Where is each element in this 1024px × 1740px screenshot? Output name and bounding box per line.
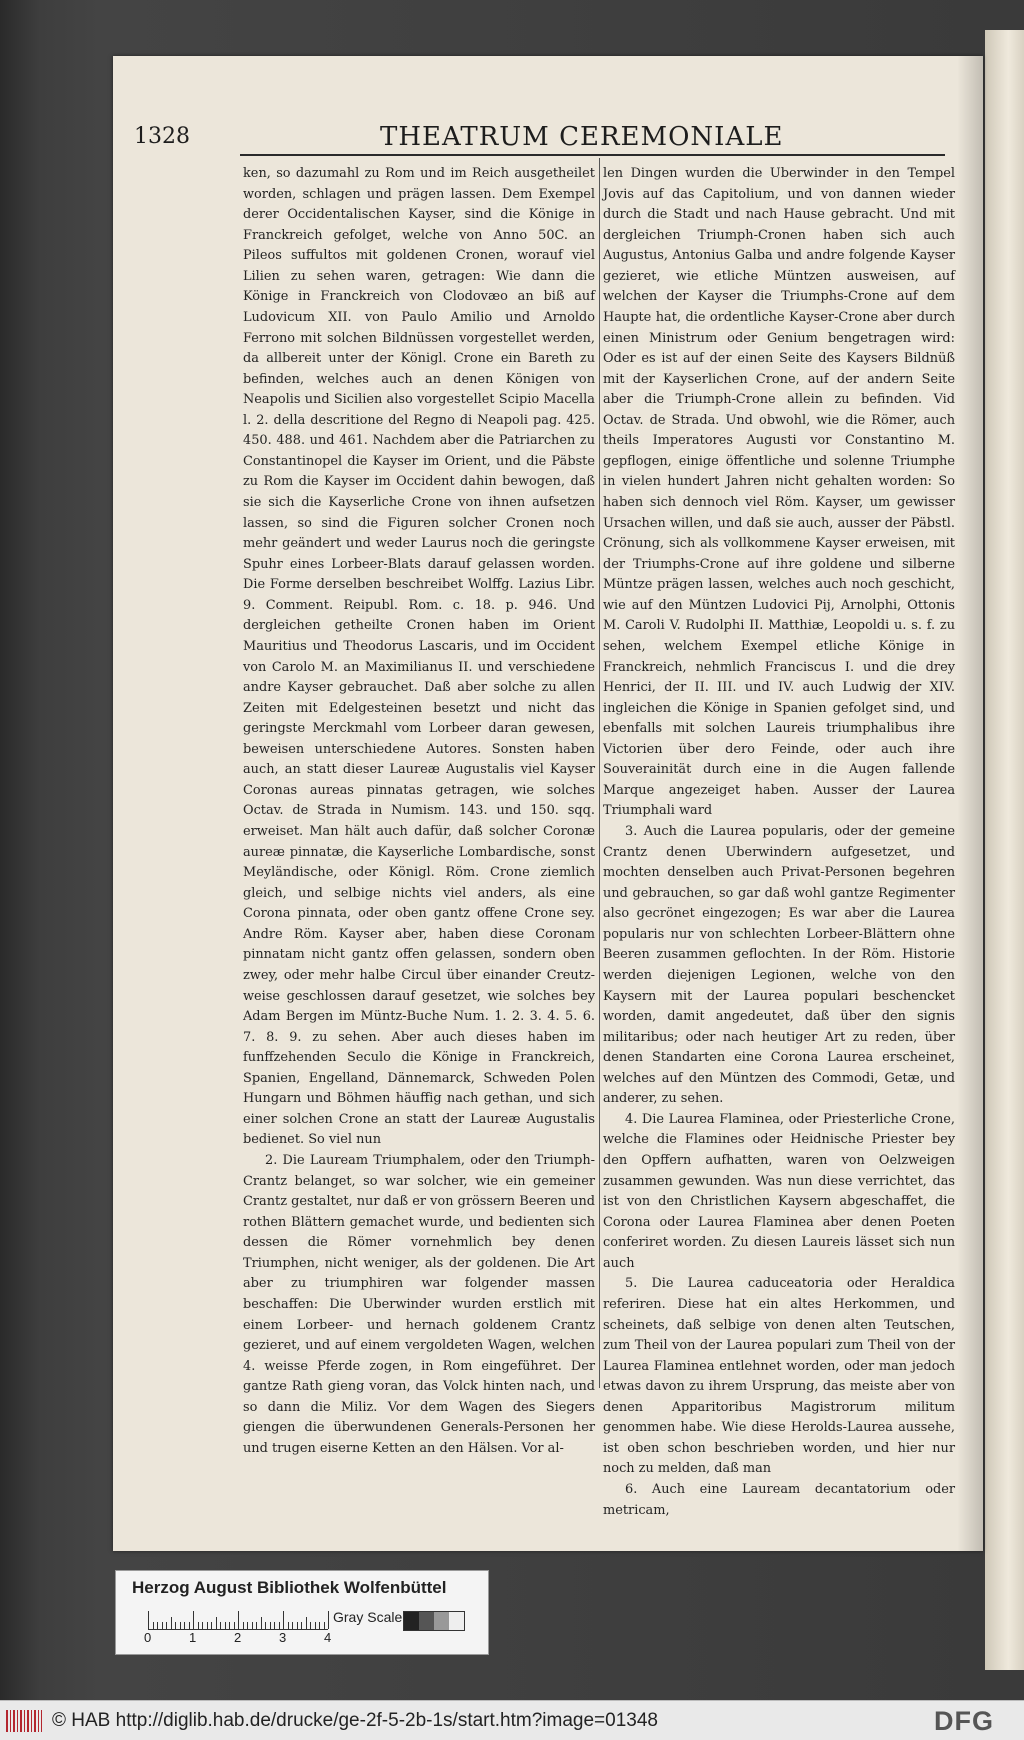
scale-ruler (148, 1609, 328, 1630)
ruler-tick (256, 1622, 257, 1629)
ruler-tick (283, 1611, 284, 1629)
ruler-tick (193, 1611, 194, 1629)
ruler-tick (171, 1617, 172, 1629)
ruler-tick (288, 1622, 289, 1629)
grayscale-label: Gray Scale (333, 1609, 403, 1625)
ruler-tick (184, 1622, 185, 1629)
ruler-tick (207, 1622, 208, 1629)
ruler-tick (189, 1622, 190, 1629)
ruler-tick (180, 1622, 181, 1629)
ruler-tick (265, 1622, 266, 1629)
column-divider (599, 158, 600, 1388)
ruler-tick (292, 1622, 293, 1629)
library-name: Herzog August Bibliothek Wolfenbüttel (132, 1578, 447, 1597)
paragraph: 6. Auch eine Lauream decantatorium oder metricam, (603, 1482, 955, 1518)
running-title: THEATRUM CEREMONIALE (380, 122, 784, 152)
ruler-tick (279, 1622, 280, 1629)
paragraph: 3. Auch die Laurea popularis, oder der gemeine Crantz denen Uberwindern aufgesetzet, und mochten denselben auch Privat-Personen begehren und gebrauchen, so gar daß wohl gantze Regimenter also gecrönet eingezogen; Es war aber die Laurea popularis nur von schlechten Lorbeer-Blättern ohne Beeren zusammen geflochten. In der Röm. Historie werden diejenigen Legionen, welche von den Kaysern mit der Laurea populari beschencket worden, damit angedeutet, daß über den signis militaribus; oder nach heutiger Art zu reden, über denen Standarten eine Corona Laurea erscheinet, welches auf den Müntzen des Commodi, Getæ, und anderer, zu sehen. (603, 824, 955, 1107)
ruler-tick (229, 1622, 230, 1629)
ruler-tick (328, 1611, 329, 1629)
gutter-shadow (957, 56, 983, 1551)
library-color-card (115, 1570, 489, 1655)
ruler-tick (153, 1622, 154, 1629)
ruler-tick (211, 1622, 212, 1629)
ruler-tick (297, 1622, 298, 1629)
scale-label: 0 (144, 1630, 152, 1645)
ruler-tick (270, 1622, 271, 1629)
page-number: 1328 (134, 124, 190, 149)
dfg-logo: DFG (934, 1706, 994, 1736)
source-url-link[interactable]: © HAB http://diglib.hab.de/drucke/ge-2f-5-2b-1s/start.htm?image=01348 (52, 1710, 658, 1731)
status-bar (0, 1700, 1024, 1740)
scale-label: 3 (279, 1630, 287, 1645)
ruler-tick (216, 1617, 217, 1629)
ruler-tick (175, 1622, 176, 1629)
ruler-tick (220, 1622, 221, 1629)
ruler-tick (198, 1622, 199, 1629)
ruler-tick (324, 1622, 325, 1629)
ruler-tick (261, 1617, 262, 1629)
ruler-tick (225, 1622, 226, 1629)
ruler-tick (243, 1622, 244, 1629)
ruler-tick (157, 1622, 158, 1629)
ruler-tick (202, 1622, 203, 1629)
right-text-column (603, 164, 955, 1518)
ruler-tick (315, 1622, 316, 1629)
ruler-tick (301, 1622, 302, 1629)
scale-label: 4 (324, 1630, 332, 1645)
grayscale-swatch (403, 1611, 465, 1631)
paragraph: 4. Die Laurea Flaminea, oder Priesterliche Crone, welche die Flamines oder Heidnische Priester bey den Opffern aufhatten, waren von Oelzweigen zusammen gewunden. Was nun diese verrichtet, das ist von den Christlichen Kaysern abgeschaffet, die Corona oder Laurea Flaminea aber denen Poeten conferiret worden. Zu diesen Laureis lässet sich nun auch (603, 1111, 955, 1271)
header-rule (240, 154, 945, 156)
ruler-tick (148, 1611, 149, 1629)
next-page-edge (985, 30, 1024, 1670)
paragraph: ken, so dazumahl zu Rom und im Reich ausgetheilet worden, schlagen und prägen lassen. Dem Exempel derer Occidentalischen Kayser, sind die Könige in Franckreich gefolget, welche von Anno 50C. an Pileos suffultos mit goldenen Cronen, worauf viel Lilien zu sehen waren, getragen: Wie dann die Könige in Franckreich von Clodovæo an biß auf Ludovicum XII. von Paulo Amilio und Arnoldo Ferrono mit solchen Bildnüssen vorgestellet werden, da allbereit unter der Königl. Crone ein Bareth zu befinden, welches auch an denen Königen von Neapolis und Sicilien also vorgestellet Scipio Macella l. 2. della descritione del Regno di Neapoli pag. 425. 450. 488. und 461. Nachdem aber die Patriarchen zu Constantinopel die Kayser im Orient, und die Päbste zu Rom die Kayser im Occident dahin bewogen, daß sie sich die Kayserliche Crone von ihnen aufsetzen lassen, so sind die Figuren solcher Cronen noch mehr geändert und weder Laurus noch die geringste Spuhr eines Lorbeer-Blats darauf gelassen worden. Die Forme derselben beschreibet Wolffg. Lazius Libr. 9. Comment. Reipubl. Rom. c. 18. p. 946. Und dergleichen getheilte Cronen haben im Orient Mauritius und Theodorus Lascaris, und im Occident von Carolo M. an Maximilianus II. und verschiedene andre Kayser gebrauchet. Daß aber solche zu allen Zeiten mit Edelgesteinen besetzt und nicht das geringste Merckmahl vom Lorbeer daran gewesen, beweisen unterschiedene Autores. Sonsten haben auch, an statt dieser Laureæ Augustalis viel Kayser Coronas aureas pinnatas getragen, wie solches Octav. de Strada in Numism. 143. und 150. sqq. erweiset. Man hält auch dafür, daß solcher Coronæ aureæ pinnatæ, die Kayserliche Lombardische, sonst Meyländische, oder Königl. Röm. Crone ziemlich gleich, und selbige nichts viel anders, als eine Corona pinnata, oder oben gantz offene Crone sey. Andre Röm. Kayser aber, haben diese Coronam pinnatam nicht gantz offen gelassen, sondern oben zwey, oder mehr halbe Circul über einander Creutz-weise geschlossen darauf gesetzet, wie solches bey Adam Bergen im Müntz-Buche Num. 1. 2. 3. 4. 5. 6. 7. 8. 9. zu sehen. Aber auch dieses haben im funffzehenden Seculo die Könige in Franckreich, Spanien, Engelland, Dännemarck, Schweden Polen Hungarn und Böhmen häuffig nach gethan, und sich einer solchen Crone an statt der Laureæ Augustalis bedienet. So viel nun (243, 166, 595, 1148)
ruler-tick (274, 1622, 275, 1629)
paragraph: 2. Die Lauream Triumphalem, oder den Triumph-Crantz belanget, so war solcher, wie ein gemeiner Crantz gestaltet, nur daß er von grössern Beeren und rothen Blättern gemachet wurde, und bedienten sich dessen die Römer vornehmlich bey denen Triumphen, nicht weniger, als der goldenen. Die Art aber zu triumphiren war folgender massen beschaffen: Die Uberwinder wurden erstlich mit einem Lorbeer- und hernach goldenem Crantz gezieret, und auf einem vergoldeten Wagen, welchen 4. weisse Pferde zogen, in Rom eingeführet. Der gantze Rath gieng voran, das Volck hinten nach, und so dann die Miliz. Vor dem Wagen des Siegers giengen die überwundenen Generals-Personen her und trugen eiserne Ketten an den Hälsen. Vor al- (243, 1153, 595, 1456)
ruler-tick (247, 1622, 248, 1629)
paragraph: len Dingen wurden die Uberwinder in den Tempel Jovis auf das Capitolium, und von dannen wieder durch die Stadt und nach Hause gebracht. Und mit dergleichen Triumph-Cronen haben sich auch Augustus, Antonius Galba und andre folgende Kayser gezieret, wie etliche Müntzen ausweisen, auf welchen der Kayser die Triumphs-Crone auf dem Haupte hat, die ordentliche Kayser-Crone aber durch einen Ministrum oder Genium bengetragen wird: Oder es ist auf der einen Seite des Kaysers Bildnüß mit der Kayserlichen Crone, auf der andern Seite aber die Triumph-Crone allein zu befinden. Vid Octav. de Strada. Und obwohl, wie die Römer, auch theils Imperatores Augusti vor Constantino M. gepflogen, einige öffentliche und solenne Triumphe in vielen hundert Jahren nicht gehalten worden: So haben sich dennoch viel Röm. Kayser, um gewisser Ursachen willen, und daß sie auch, ausser der Päbstl. Crönung, sich als vollkommene Kayser erweisen, mit der Triumphs-Crone auf ihre goldene und silberne Müntze prägen lassen, welches auch noch geschicht, wie auf den Müntzen Ludovici Pij, Arnolphi, Ottonis M. Caroli V. Rudolphi II. Matthiæ, Leopoldi u. s. f. zu sehen, welchem Exempel etliche Könige in Franckreich, nehmlich Franciscus I. und die drey Henrici, der II. III. und IV. auch Ludwig der XIV. ingleichen die Könige in Spanien gefolget sind, und ebenfalls mit solchen Laureis triumphalibus ihre Victorien über dero Feinde, oder auch ihre Souverainität durch eine in die Augen fallende Marque angezeiget haben. Ausser der Laurea Triumphali ward (603, 166, 955, 819)
ruler-tick (252, 1622, 253, 1629)
ruler-tick (166, 1622, 167, 1629)
scale-label: 1 (189, 1630, 197, 1645)
ruler-tick (306, 1617, 307, 1629)
scale-label: 2 (234, 1630, 242, 1645)
ruler-tick (319, 1622, 320, 1629)
ruler-tick (162, 1622, 163, 1629)
left-text-column (243, 164, 595, 1456)
barcode-icon (6, 1710, 42, 1732)
ruler-tick (238, 1611, 239, 1629)
ruler-tick (310, 1622, 311, 1629)
ruler-tick (234, 1622, 235, 1629)
paragraph: 5. Die Laurea caduceatoria oder Heraldica referiren. Diese hat ein altes Herkommen, und scheinets, daß selbige von denen alten Teutschen, zum Theil von der Laurea populari zum Theil von der Laurea Flaminea entlehnet worden, oder man jedoch etwas davon zu ihrem Ursprung, das meiste aber von denen Apparitoribus Magistrorum militum genommen habe. Wie diese Herolds-Laurea aussehe, ist oben schon beschrieben worden, und hier nur noch zu melden, daß man (603, 1276, 955, 1477)
